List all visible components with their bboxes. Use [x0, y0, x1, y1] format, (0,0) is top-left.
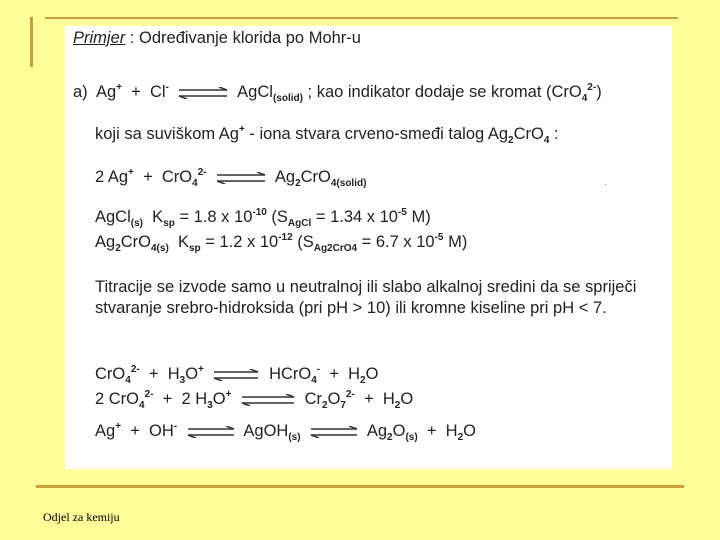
ksp1-s-sub: AgCl [287, 218, 312, 229]
footer-text: Odjel za kemiju [43, 510, 120, 524]
eq2-b-sub: 3 [207, 400, 213, 411]
eq2-b-sup: + [225, 389, 232, 400]
indicator-comment: ; kao indikator dodaje se kromat (CrO [307, 83, 582, 101]
ksp2-s: (S [292, 233, 314, 251]
slide-title [73, 28, 361, 48]
reaction-b [95, 167, 366, 187]
ksp2-unit: M) [443, 233, 468, 251]
eq1-a-sub: 4 [125, 375, 131, 386]
speck [605, 184, 606, 185]
ksp2-exp: -12 [278, 232, 293, 243]
precipitate-sub2: 4 [543, 135, 550, 146]
title-label: Primjer [73, 29, 126, 47]
ksp-agcl [95, 207, 431, 227]
ksp1-s: (S [266, 208, 288, 226]
equilibrium-arrow-icon [212, 369, 260, 381]
eq3-a-sup: + [115, 421, 122, 432]
eq3-a: Ag [95, 422, 116, 440]
eq2-plus2: + [364, 390, 374, 408]
eq1-b-sub: 3 [179, 375, 186, 386]
eq2-c: Cr [304, 390, 323, 408]
eq3-d2: O [392, 422, 406, 440]
equilibrium-arrow-icon [186, 426, 236, 438]
precipitate-cro: CrO [513, 125, 544, 143]
equilibrium-arrow-icon [240, 394, 296, 406]
equilibrium-arrow-icon [215, 172, 267, 184]
title-separator: : [125, 29, 140, 47]
eq3-d: Ag [366, 422, 388, 440]
product-state: (solid) [272, 93, 303, 104]
ksp1-unit: M) [406, 208, 431, 226]
titration-paragraph: Titracije se izvode samo u neutralnoj ili slabo alkalnoj sredini da se spriječi stvaranje srebro-hidroksida (pri pH > 10) ili kromne kiseline pri pH < 7. [95, 278, 637, 317]
precipitate-text-2: - iona stvara crveno-smeđi talog Ag [244, 125, 509, 143]
agcl-product: AgCl [237, 83, 273, 101]
precipitate-sup: + [238, 124, 245, 135]
comment-sub: 4 [581, 93, 588, 104]
ksp2-s-sub: Ag2CrO4 [313, 243, 358, 254]
ksp2-k: K [177, 233, 189, 251]
ksp1-k: K [152, 208, 164, 226]
ksp2-s-exp: -5 [434, 232, 444, 243]
precipitate-text-1: koji sa suviškom Ag [95, 125, 239, 143]
title-text: Određivanje klorida po Mohr-u [139, 29, 361, 47]
reaction-a-prefix: a) [73, 83, 88, 101]
eq1-d: H [348, 365, 361, 383]
top-rule [45, 17, 678, 19]
ksp2-state: 4(s) [151, 243, 169, 254]
eq3-d-sub: 2 [387, 432, 393, 443]
ag-charge: + [116, 82, 122, 93]
ksp2-k-sub: sp [188, 243, 201, 254]
eq2-d-sub: 2 [394, 400, 401, 411]
eq2-c-sub2: 7 [340, 400, 346, 411]
eq3-plus2: + [426, 422, 437, 440]
eq1-b2: O [185, 365, 199, 383]
eq3-b: OH [149, 422, 174, 440]
eq3-c-state: (s) [288, 432, 301, 443]
ksp2-sub1: 2 [115, 243, 121, 254]
eq1-c: HCrO [269, 365, 312, 383]
chromate-sup: 2- [197, 167, 207, 178]
eq2-c2: O [327, 390, 341, 408]
cl-ion: Cl [149, 83, 166, 101]
precipitate-line [95, 124, 559, 144]
ksp1-compound: AgCl [95, 208, 131, 226]
ksp1-exp: -10 [252, 207, 267, 218]
bottom-rule [36, 485, 684, 488]
ksp2-value: = 1.2 x 10 [200, 233, 279, 251]
silver-chromate-cro: CrO [300, 168, 331, 186]
left-rule [30, 17, 33, 67]
eq2-c-sub: 2 [322, 400, 328, 411]
eq3-e2: O [463, 422, 476, 440]
ksp1-k-sub: sp [163, 218, 175, 229]
eq2-b2: O [212, 390, 226, 408]
ksp1-s-exp: -5 [397, 207, 407, 218]
precipitate-sub1: 2 [508, 135, 514, 146]
plus-sign: + [131, 83, 141, 101]
silver-chromate-state: 4(solid) [330, 178, 367, 189]
ksp1-state: (s) [130, 218, 143, 229]
eq1-d2: O [365, 365, 379, 383]
silver-chromate-sub: 2 [295, 178, 301, 189]
eq3-b-sup: - [173, 421, 178, 432]
ksp2-s-value: = 6.7 x 10 [357, 233, 435, 251]
chromate-sub: 4 [192, 178, 198, 189]
equation-3 [95, 421, 476, 441]
ksp-ag2cro4 [95, 232, 467, 252]
eq2-d2: O [400, 390, 414, 408]
eq3-e-sub: 2 [457, 432, 464, 443]
eq1-plus1: + [148, 365, 159, 383]
eq1-plus2: + [329, 365, 339, 383]
silver-sup: + [128, 167, 134, 178]
eq1-c-sub: 4 [311, 375, 317, 386]
eq3-c: AgOH [243, 422, 289, 440]
equation-2 [95, 389, 413, 409]
eq2-a-sup: 2- [144, 389, 154, 400]
equilibrium-arrow-icon [177, 87, 229, 99]
eq1-d-sub: 2 [360, 375, 366, 386]
plus-sign: + [143, 168, 153, 186]
ksp2-cro: CrO [120, 233, 151, 251]
eq1-a-sup: 2- [130, 364, 140, 375]
eq2-d: H [382, 390, 395, 408]
eq1-b: H [167, 365, 180, 383]
eq2-b: 2 H [181, 390, 208, 408]
ksp1-value: = 1.8 x 10 [174, 208, 253, 226]
content-panel [65, 26, 672, 469]
ksp2-ag: Ag [95, 233, 116, 251]
silver-chromate: Ag [274, 168, 296, 186]
eq2-plus1: + [162, 390, 173, 408]
ag-ion: Ag [95, 83, 117, 101]
reaction-a [73, 82, 602, 102]
eq2-a-sub: 4 [139, 400, 145, 411]
chromate: CrO [161, 168, 193, 186]
equilibrium-arrow-icon [309, 426, 359, 438]
eq2-a: 2 CrO [95, 390, 140, 408]
cl-charge: - [165, 82, 169, 93]
eq1-a: CrO [95, 365, 126, 383]
eq3-plus1: + [130, 422, 140, 440]
eq1-c-sup: - [316, 364, 321, 375]
eq1-b-sup: + [198, 364, 204, 375]
eq2-c-sup: 2- [345, 389, 355, 400]
comment-end: ) [596, 83, 602, 101]
equation-1 [95, 364, 378, 384]
silver-coef: 2 Ag [95, 168, 129, 186]
ksp1-s-value: = 1.34 x 10 [311, 208, 398, 226]
eq3-d-state: (s) [405, 432, 418, 443]
precipitate-end: : [549, 125, 559, 143]
eq3-e: H [445, 422, 458, 440]
comment-sup: 2- [587, 82, 597, 93]
